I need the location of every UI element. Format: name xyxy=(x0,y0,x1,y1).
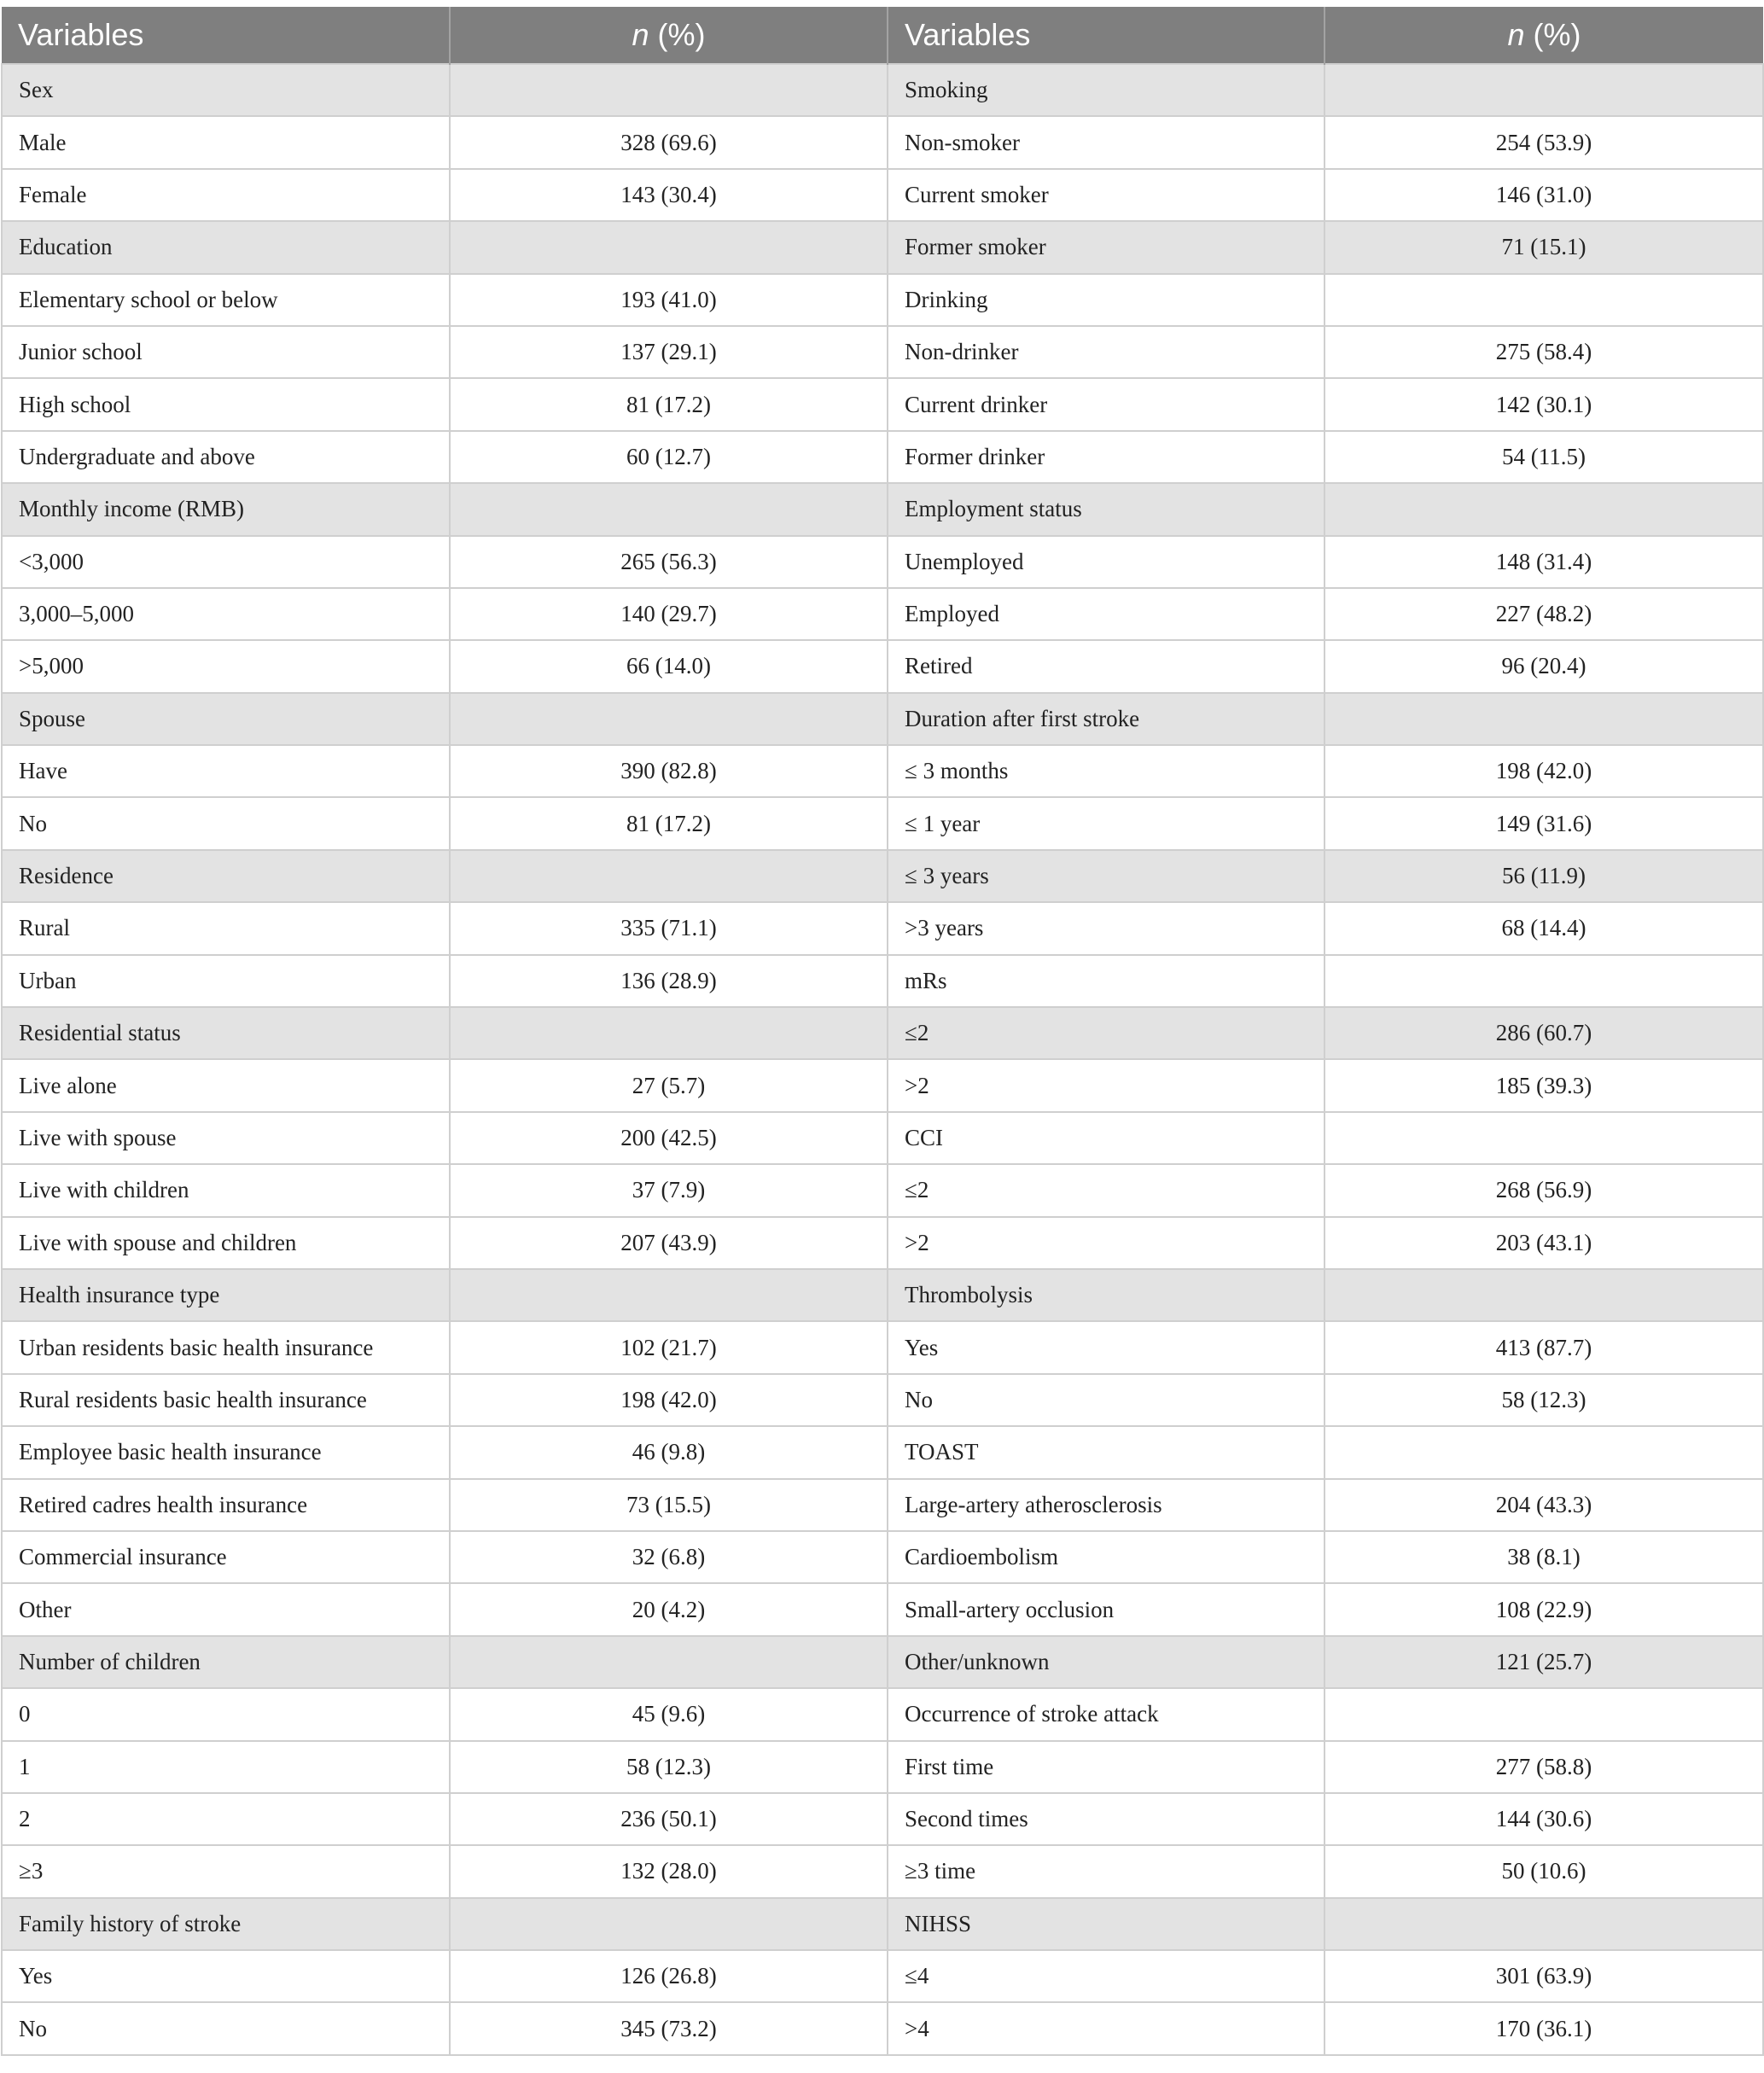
cell-value-right xyxy=(1324,1688,1763,1740)
cell-value-right: 301 (63.9) xyxy=(1324,1950,1763,2002)
table-row xyxy=(2,2002,1763,2054)
cell-value-right: 275 (58.4) xyxy=(1324,326,1763,378)
table-row xyxy=(2,431,1763,483)
table-row xyxy=(2,1688,1763,1740)
table-row xyxy=(2,326,1763,378)
cell-variable-right: Small-artery occlusion xyxy=(888,1583,1324,1635)
cell-value-right: 108 (22.9) xyxy=(1324,1583,1763,1635)
cell-variable-right: Current smoker xyxy=(888,169,1324,221)
header-n-percent-left xyxy=(450,7,888,64)
cell-variable-right: Current drinker xyxy=(888,378,1324,430)
cell-value-left: 198 (42.0) xyxy=(450,1374,888,1426)
cell-variable-right: ≤ 1 year xyxy=(888,797,1324,849)
cell-value-left: 37 (7.9) xyxy=(450,1164,888,1216)
cell-value-left: 81 (17.2) xyxy=(450,797,888,849)
cell-variable-right: Former smoker xyxy=(888,221,1324,273)
cell-variable-left: Rural xyxy=(2,902,450,954)
cell-variable-left: >5,000 xyxy=(2,640,450,692)
header-percent-symbol: (%) xyxy=(657,17,706,52)
cell-value-left: 335 (71.1) xyxy=(450,902,888,954)
cell-value-right xyxy=(1324,1269,1763,1321)
cell-value-right: 227 (48.2) xyxy=(1324,588,1763,640)
cell-variable-right: Former drinker xyxy=(888,431,1324,483)
cell-variable-left: Live with children xyxy=(2,1164,450,1216)
cell-variable-left: High school xyxy=(2,378,450,430)
cell-variable-right: Drinking xyxy=(888,274,1324,326)
cell-value-right: 254 (53.9) xyxy=(1324,116,1763,168)
cell-value-left xyxy=(450,64,888,116)
cell-variable-left: Family history of stroke xyxy=(2,1898,450,1950)
cell-value-right: 144 (30.6) xyxy=(1324,1793,1763,1845)
cell-value-right xyxy=(1324,483,1763,535)
cell-value-right: 268 (56.9) xyxy=(1324,1164,1763,1216)
header-variables-right: Variables xyxy=(888,7,1324,64)
table-row xyxy=(2,1898,1763,1950)
cell-variable-right: Second times xyxy=(888,1793,1324,1845)
table-row xyxy=(2,797,1763,849)
cell-value-right xyxy=(1324,693,1763,745)
cell-value-left xyxy=(450,483,888,535)
cell-value-right: 56 (11.9) xyxy=(1324,850,1763,902)
cell-variable-left: <3,000 xyxy=(2,536,450,588)
table-row xyxy=(2,274,1763,326)
cell-value-left: 207 (43.9) xyxy=(450,1217,888,1269)
cell-variable-right: TOAST xyxy=(888,1426,1324,1478)
cell-variable-left: Residence xyxy=(2,850,450,902)
table-row xyxy=(2,1426,1763,1478)
cell-value-right: 413 (87.7) xyxy=(1324,1321,1763,1373)
table-row xyxy=(2,1845,1763,1897)
cell-variable-right: >2 xyxy=(888,1059,1324,1111)
cell-variable-right: Yes xyxy=(888,1321,1324,1373)
cell-variable-right: ≤2 xyxy=(888,1007,1324,1059)
table-row xyxy=(2,1479,1763,1531)
cell-variable-left: Health insurance type xyxy=(2,1269,450,1321)
table-row xyxy=(2,378,1763,430)
cell-variable-right: ≤4 xyxy=(888,1950,1324,2002)
cell-variable-right: Unemployed xyxy=(888,536,1324,588)
table-row xyxy=(2,1950,1763,2002)
table-row xyxy=(2,1636,1763,1688)
cell-variable-left: ≥3 xyxy=(2,1845,450,1897)
cell-variable-left: Spouse xyxy=(2,693,450,745)
table-body xyxy=(2,64,1763,2055)
cell-value-right xyxy=(1324,955,1763,1007)
table-row xyxy=(2,1741,1763,1793)
table-row xyxy=(2,588,1763,640)
cell-value-right: 198 (42.0) xyxy=(1324,745,1763,797)
table-row xyxy=(2,1217,1763,1269)
table-row xyxy=(2,693,1763,745)
table-row xyxy=(2,955,1763,1007)
table-row xyxy=(2,1059,1763,1111)
cell-value-right: 146 (31.0) xyxy=(1324,169,1763,221)
cell-variable-left: Sex xyxy=(2,64,450,116)
table-row xyxy=(2,902,1763,954)
cell-value-left: 140 (29.7) xyxy=(450,588,888,640)
cell-variable-right: Non-smoker xyxy=(888,116,1324,168)
cell-value-left xyxy=(450,693,888,745)
cell-variable-left: Undergraduate and above xyxy=(2,431,450,483)
cell-value-left: 143 (30.4) xyxy=(450,169,888,221)
table-row xyxy=(2,1007,1763,1059)
cell-variable-left: Rural residents basic health insurance xyxy=(2,1374,450,1426)
cell-value-right: 58 (12.3) xyxy=(1324,1374,1763,1426)
cell-value-left: 328 (69.6) xyxy=(450,116,888,168)
table-row xyxy=(2,1374,1763,1426)
table-row xyxy=(2,1164,1763,1216)
cell-variable-left: Residential status xyxy=(2,1007,450,1059)
cell-value-left xyxy=(450,1269,888,1321)
cell-variable-right: ≤ 3 years xyxy=(888,850,1324,902)
header-row xyxy=(2,7,1763,64)
cell-value-right xyxy=(1324,1426,1763,1478)
cell-value-right: 149 (31.6) xyxy=(1324,797,1763,849)
table-row xyxy=(2,1269,1763,1321)
cell-variable-left: Employee basic health insurance xyxy=(2,1426,450,1478)
table-row xyxy=(2,221,1763,273)
cell-value-left: 45 (9.6) xyxy=(450,1688,888,1740)
cell-value-right: 96 (20.4) xyxy=(1324,640,1763,692)
cell-value-left: 390 (82.8) xyxy=(450,745,888,797)
header-n-symbol: n xyxy=(1507,17,1525,52)
cell-value-right: 277 (58.8) xyxy=(1324,1741,1763,1793)
header-n-percent-right xyxy=(1324,7,1763,64)
cell-value-left: 73 (15.5) xyxy=(450,1479,888,1531)
cell-variable-left: Female xyxy=(2,169,450,221)
cell-variable-left: Live with spouse xyxy=(2,1112,450,1164)
cell-value-right: 203 (43.1) xyxy=(1324,1217,1763,1269)
cell-variable-right: Other/unknown xyxy=(888,1636,1324,1688)
cell-variable-left: No xyxy=(2,797,450,849)
cell-value-right xyxy=(1324,64,1763,116)
cell-variable-left: Have xyxy=(2,745,450,797)
characteristics-table xyxy=(1,7,1764,2056)
table-row xyxy=(2,116,1763,168)
table-row xyxy=(2,745,1763,797)
cell-value-right: 71 (15.1) xyxy=(1324,221,1763,273)
cell-value-left: 20 (4.2) xyxy=(450,1583,888,1635)
table-row xyxy=(2,1531,1763,1583)
table-row xyxy=(2,1583,1763,1635)
header-variables-left: Variables xyxy=(2,7,450,64)
cell-variable-left: Live alone xyxy=(2,1059,450,1111)
table-row xyxy=(2,640,1763,692)
cell-variable-right: No xyxy=(888,1374,1324,1426)
cell-value-right: 170 (36.1) xyxy=(1324,2002,1763,2054)
cell-value-left xyxy=(450,1636,888,1688)
cell-value-left: 265 (56.3) xyxy=(450,536,888,588)
cell-variable-right: Thrombolysis xyxy=(888,1269,1324,1321)
cell-value-left xyxy=(450,850,888,902)
cell-value-left: 32 (6.8) xyxy=(450,1531,888,1583)
cell-variable-left: Live with spouse and children xyxy=(2,1217,450,1269)
cell-value-right xyxy=(1324,1112,1763,1164)
cell-value-right xyxy=(1324,1898,1763,1950)
table-row xyxy=(2,850,1763,902)
cell-value-left: 126 (26.8) xyxy=(450,1950,888,2002)
table-row xyxy=(2,64,1763,116)
cell-variable-right: Cardioembolism xyxy=(888,1531,1324,1583)
table-row xyxy=(2,1321,1763,1373)
cell-value-left: 137 (29.1) xyxy=(450,326,888,378)
cell-value-right: 121 (25.7) xyxy=(1324,1636,1763,1688)
cell-variable-right: Smoking xyxy=(888,64,1324,116)
cell-value-right: 38 (8.1) xyxy=(1324,1531,1763,1583)
cell-variable-left: Retired cadres health insurance xyxy=(2,1479,450,1531)
cell-variable-left: Monthly income (RMB) xyxy=(2,483,450,535)
header-n-symbol: n xyxy=(632,17,649,52)
cell-variable-right: Non-drinker xyxy=(888,326,1324,378)
cell-value-right: 185 (39.3) xyxy=(1324,1059,1763,1111)
table-row xyxy=(2,1793,1763,1845)
cell-value-left: 60 (12.7) xyxy=(450,431,888,483)
cell-value-left: 345 (73.2) xyxy=(450,2002,888,2054)
cell-value-left: 236 (50.1) xyxy=(450,1793,888,1845)
cell-value-right xyxy=(1324,274,1763,326)
cell-value-left xyxy=(450,1007,888,1059)
cell-value-left: 136 (28.9) xyxy=(450,955,888,1007)
cell-value-right: 286 (60.7) xyxy=(1324,1007,1763,1059)
cell-value-left: 66 (14.0) xyxy=(450,640,888,692)
cell-value-left xyxy=(450,221,888,273)
cell-value-left xyxy=(450,1898,888,1950)
cell-variable-right: Large-artery atherosclerosis xyxy=(888,1479,1324,1531)
cell-variable-left: Junior school xyxy=(2,326,450,378)
table-row xyxy=(2,169,1763,221)
cell-variable-left: Elementary school or below xyxy=(2,274,450,326)
cell-variable-left: 0 xyxy=(2,1688,450,1740)
cell-value-left: 193 (41.0) xyxy=(450,274,888,326)
cell-value-right: 148 (31.4) xyxy=(1324,536,1763,588)
cell-variable-left: Urban residents basic health insurance xyxy=(2,1321,450,1373)
cell-variable-left: 2 xyxy=(2,1793,450,1845)
table-row xyxy=(2,536,1763,588)
cell-variable-right: >2 xyxy=(888,1217,1324,1269)
cell-variable-right: First time xyxy=(888,1741,1324,1793)
cell-variable-left: 1 xyxy=(2,1741,450,1793)
cell-variable-right: >4 xyxy=(888,2002,1324,2054)
cell-value-left: 81 (17.2) xyxy=(450,378,888,430)
cell-variable-right: Employed xyxy=(888,588,1324,640)
cell-variable-right: ≤ 3 months xyxy=(888,745,1324,797)
table-row xyxy=(2,483,1763,535)
cell-variable-right: >3 years xyxy=(888,902,1324,954)
cell-variable-right: Occurrence of stroke attack xyxy=(888,1688,1324,1740)
cell-value-left: 27 (5.7) xyxy=(450,1059,888,1111)
cell-variable-right: Retired xyxy=(888,640,1324,692)
cell-variable-right: Employment status xyxy=(888,483,1324,535)
header-percent-symbol: (%) xyxy=(1533,17,1581,52)
cell-value-left: 46 (9.8) xyxy=(450,1426,888,1478)
cell-value-right: 68 (14.4) xyxy=(1324,902,1763,954)
cell-variable-right: mRs xyxy=(888,955,1324,1007)
table-row xyxy=(2,1112,1763,1164)
cell-variable-left: No xyxy=(2,2002,450,2054)
cell-value-right: 54 (11.5) xyxy=(1324,431,1763,483)
cell-value-right: 142 (30.1) xyxy=(1324,378,1763,430)
cell-value-left: 58 (12.3) xyxy=(450,1741,888,1793)
cell-variable-right: CCI xyxy=(888,1112,1324,1164)
cell-variable-left: Yes xyxy=(2,1950,450,2002)
cell-value-right: 50 (10.6) xyxy=(1324,1845,1763,1897)
cell-variable-left: Urban xyxy=(2,955,450,1007)
cell-variable-left: Education xyxy=(2,221,450,273)
cell-variable-left: Male xyxy=(2,116,450,168)
cell-variable-left: Number of children xyxy=(2,1636,450,1688)
cell-variable-right: Duration after first stroke xyxy=(888,693,1324,745)
cell-value-left: 200 (42.5) xyxy=(450,1112,888,1164)
cell-variable-right: ≤2 xyxy=(888,1164,1324,1216)
cell-value-left: 102 (21.7) xyxy=(450,1321,888,1373)
cell-value-left: 132 (28.0) xyxy=(450,1845,888,1897)
cell-variable-left: Commercial insurance xyxy=(2,1531,450,1583)
cell-value-right: 204 (43.3) xyxy=(1324,1479,1763,1531)
cell-variable-right: NIHSS xyxy=(888,1898,1324,1950)
cell-variable-left: Other xyxy=(2,1583,450,1635)
cell-variable-right: ≥3 time xyxy=(888,1845,1324,1897)
cell-variable-left: 3,000–5,000 xyxy=(2,588,450,640)
